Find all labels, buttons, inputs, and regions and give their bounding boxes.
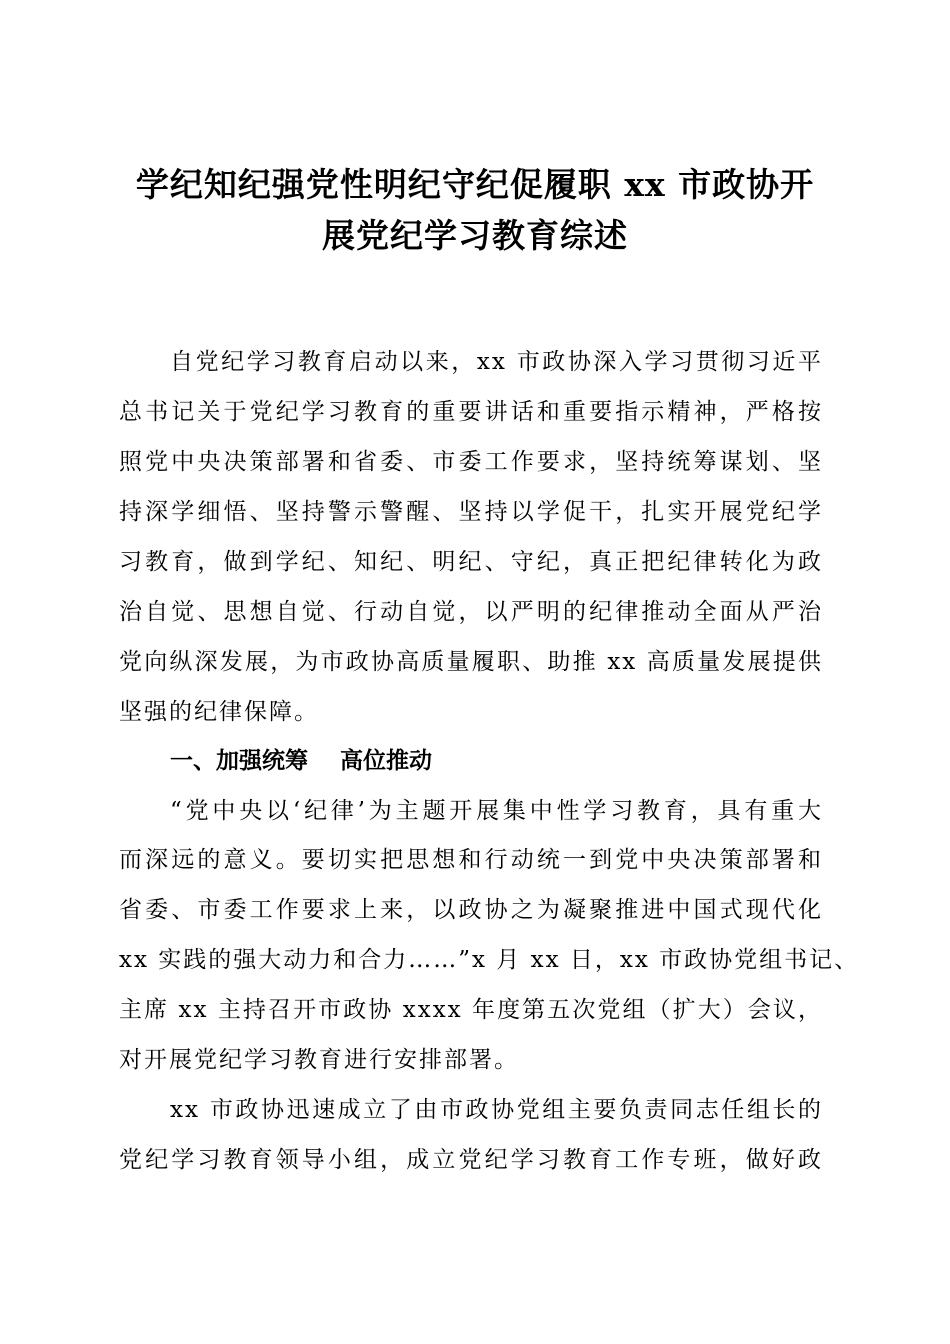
paragraph-2-line: xx 实践的强大动力和合力……”x 月 xx 日，xx 市政协党组书记、 xyxy=(119,947,860,973)
paragraph-2-line: 省委、市委工作要求上来，以政协之为凝聚推进中国式现代化 xyxy=(119,897,823,923)
paragraph-1-line: 自党纪学习教育启动以来，xx 市政协深入学习贯彻习近平 xyxy=(170,349,823,375)
paragraph-3-line: 党纪学习教育领导小组，成立党纪学习教育工作专班，做好政 xyxy=(119,1147,823,1173)
paragraph-2-line: 对开展党纪学习教育进行安排部署。 xyxy=(119,1047,519,1073)
paragraph-1-line: 习教育，做到学纪、知纪、明纪、守纪，真正把纪律转化为政 xyxy=(119,549,823,575)
paragraph-2-line: 而深远的意义。要切实把思想和行动统一到党中央决策部署和 xyxy=(119,847,823,873)
paragraph-2-line: “党中央以‘纪律’为主题开展集中性学习教育，具有重大 xyxy=(170,798,823,824)
paragraph-1-line: 持深学细悟、坚持警示警醒、坚持以学促干，扎实开展党纪学 xyxy=(119,499,823,525)
paragraph-3-line: xx 市政协迅速成立了由市政协党组主要负责同志任组长的 xyxy=(170,1097,823,1123)
paragraph-2-line: 主席 xx 主持召开市政协 xxxx 年度第五次党组（扩大）会议， xyxy=(119,997,823,1023)
paragraph-1-line: 治自觉、思想自觉、行动自觉，以严明的纪律推动全面从严治 xyxy=(119,599,823,625)
paragraph-1-line: 照党中央决策部署和省委、市委工作要求，坚持统筹谋划、坚 xyxy=(119,449,823,475)
section-heading-1: 一、加强统筹 高位推动 xyxy=(170,748,433,774)
document-title-line-1: 学纪知纪强党性明纪守纪促履职 xx 市政协开 xyxy=(135,165,815,204)
paragraph-1-line: 党向纵深发展，为市政协高质量履职、助推 xx 高质量发展提供 xyxy=(119,649,823,675)
document-title-line-2: 展党纪学习教育综述 xyxy=(322,216,628,255)
paragraph-1-line: 坚强的纪律保障。 xyxy=(119,699,319,725)
paragraph-1-line: 总书记关于党纪学习教育的重要讲话和重要指示精神，严格按 xyxy=(119,399,823,425)
